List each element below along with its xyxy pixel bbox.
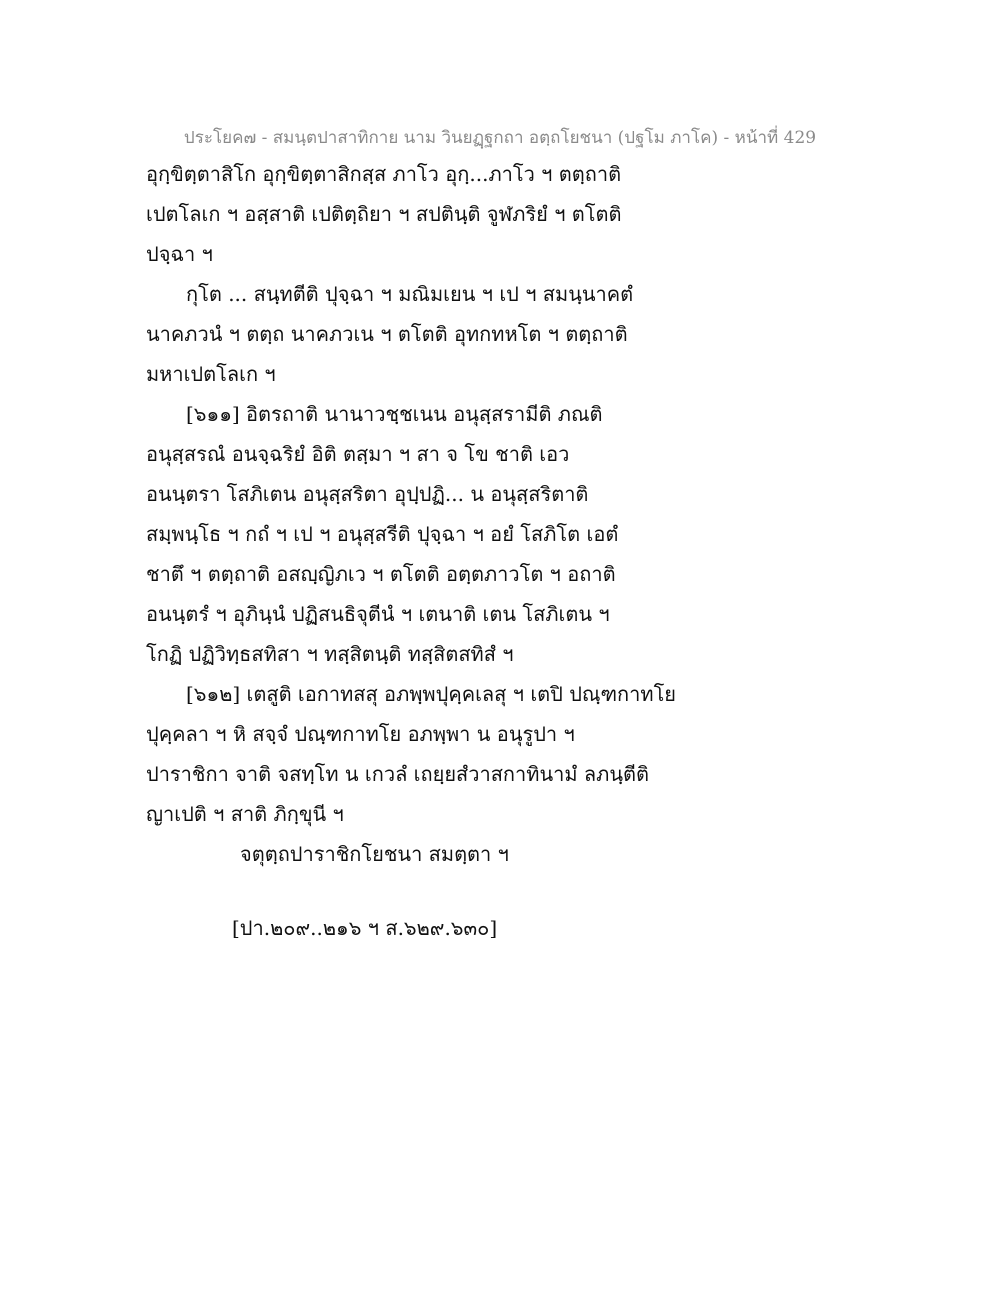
text-line: ปาราชิกา จาติ จสทฺโท น เกวลํ เถยฺยสํวาสกาทินามํ ลภนฺตีติ — [146, 762, 649, 786]
text-line: อนุสฺสรณํ อนจฺฉริยํ อิติ ตสฺมา ฯ สา จ โข ชาติ เอว — [146, 442, 570, 466]
page-reference: [ปา.๒๐๙..๒๑๖ ฯ ส.๖๒๙.๖๓๐] — [232, 916, 498, 940]
text-line: ชาตึ ฯ ตตฺถาติ อสญฺญิภเว ฯ ตโตติ อตฺตภาวโต ฯ อถาติ — [146, 562, 616, 586]
text-line: อนนฺตรํ ฯ อุภินฺนํ ปฏิสนธิจุตีนํ ฯ เตนาติ เตน โสภิเตน ฯ — [146, 602, 610, 626]
section-end-line: จตุตฺถปาราชิกโยชนา สมตฺตา ฯ — [240, 842, 509, 866]
paragraph-start-line: กุโต ... สนฺทตีติ ปุจฺฉา ฯ มณิมเยน ฯ เป ฯ สมนฺนาคตํ — [186, 282, 634, 306]
text-line: โกฏิ ปฏิวิทฺธสทิสา ฯ ทสฺสิตนฺติ ทสฺสิตสทิสํ ฯ — [146, 642, 514, 666]
text-line: นาคภวนํ ฯ ตตฺถ นาคภวเน ฯ ตโตติ อุทกทหโต ฯ ตตฺถาติ — [146, 322, 628, 346]
text-line: ปจฺฉา ฯ — [146, 242, 213, 266]
text-line: มหาเปตโลเก ฯ — [146, 362, 276, 386]
text-line: อุกฺขิตฺตาสิโก อุกฺขิตฺตาสิกสฺส ภาโว อุกฺ...ภาโว ฯ ตตฺถาติ — [146, 162, 622, 186]
paragraph-start-line: [๖๑๒] เตสูติ เอกาทสสุ อภพฺพปุคฺคเลสุ ฯ เตปิ ปณฺฑกาทโย — [186, 682, 677, 706]
text-line: เปตโลเก ฯ อสฺสาติ เปติตฺถิยา ฯ สปตินฺติ จูฬภริยํ ฯ ตโตติ — [146, 202, 622, 226]
text-line: อนนฺตรา โสภิเตน อนุสฺสริตา อุปฺปฏิ... น อนุสฺสริตาติ — [146, 482, 589, 506]
paragraph-start-line: [๖๑๑] อิตรถาติ นานาวชฺชเนน อนุสฺสรามีติ ภณติ — [186, 402, 603, 426]
text-line: ปุคฺคลา ฯ หิ สจฺจํ ปณฺฑกาทโย อภพฺพา น อนุรูปา ฯ — [146, 722, 575, 746]
page-header: ประโยค๗ - สมนฺตปาสาทิกาย นาม วินยฏฺฐกถา อตฺถโยชนา (ปฐโม ภาโค) - หน้าที่ 429 — [183, 128, 817, 148]
text-line: สมฺพนฺโธ ฯ กถํ ฯ เป ฯ อนุสฺสรีติ ปุจฺฉา ฯ อยํ โสภิโต เอตํ — [146, 522, 619, 546]
body-text — [146, 158, 846, 878]
text-line: ญาเปติ ฯ สาติ ภิกฺขุนี ฯ — [146, 802, 344, 826]
